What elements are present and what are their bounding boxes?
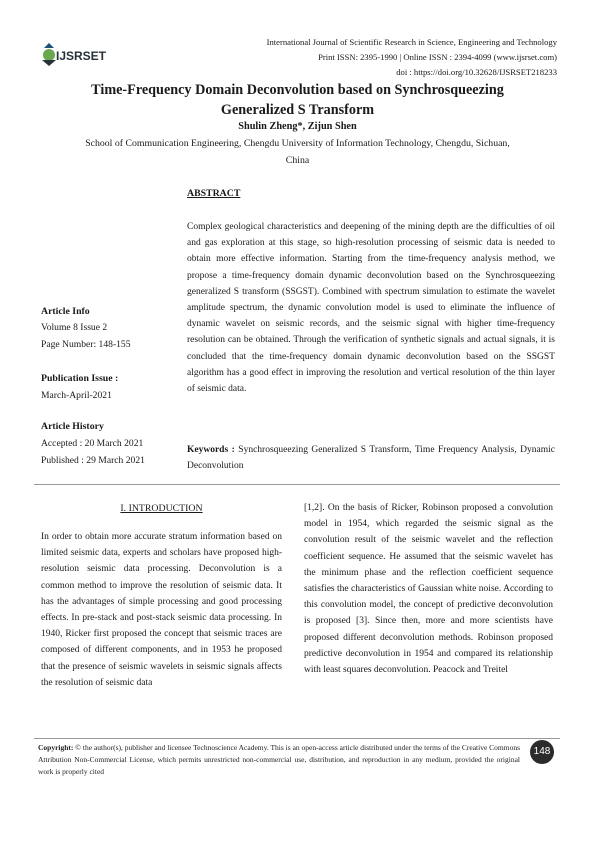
copyright-notice [38,742,520,778]
section-divider [34,484,560,485]
affiliation-line1: School of Communication Engineering, Chengdu University of Information Technology, Chengdu, Sichuan, [85,138,510,149]
abstract-heading: ABSTRACT [187,188,241,199]
volume-issue: Volume 8 Issue 2 [41,322,108,333]
introduction-heading: I. INTRODUCTION [120,503,203,514]
journal-name: International Journal of Scientific Research in Science, Engineering and Technology [266,37,557,47]
publication-issue-heading: Publication Issue : [41,373,119,384]
copyright-text: the author(s), publisher and licensee Technoscience Academy. This is an open-access article distributed under the terms of the Creative Commons Attribution Non-Commercial License, which permits unrestricted non-commercial use, distribution, and reproduction in any medium, provided the original work is properly cited [38,743,520,776]
intro-right-column: [1,2]. On the basis of Ricker, Robinson proposed a convolution model in 1954, which regarded the seismic signal as the convolution result of the seismic wavelet and the reflection coefficient sequence. He assumed that the seismic wavelet has the minimum phase and the reflection coefficient sequence satisfies the characteristics of Gaussian white noise. According to this convolution model, the concept of predictive deconvolution is proposed [3]. Since then, more and more scientists have proposed different deconvolution methods. Robinson proposed predictive deconvolution in 1954 and compared its relationship with least squares deconvolution. Peacock and Treitel [304,503,553,676]
article-history-heading: Article History [41,421,104,432]
footer-divider [34,738,560,739]
intro-left-column: In order to obtain more accurate stratum information based on limited seismic data, experts and scholars have proposed high-resolution seismic data processing. Deconvolution is a common method to improve the resolution of seismic data. It has the advantages of simple processing and good processing effects. In pre-stack and post-stack seismic data processing. In 1940, Ricker first proposed the concept that seismic traces are composed of different components, and in 1953 he proposed that the presence of seismic wavelets in seismic signals affects the resolution of seismic data [41,532,282,688]
copyright-label: Copyright: [38,743,74,752]
published-date: Published : 29 March 2021 [41,455,145,466]
journal-logo [40,40,108,76]
affiliation-line2: China [285,155,310,166]
keywords-text: Synchrosqueezing Generalized S Transform, Time Frequency Analysis, Dynamic Deconvolution [187,445,555,472]
publication-issue: March-April-2021 [41,390,112,401]
logo-text: IJSRSET [56,49,107,63]
doi-link[interactable]: doi : https://doi.org/10.32628/IJSRSET218233 [396,67,557,77]
abstract-text: Complex geological characteristics and deepening of the mining depth are the difficulties of oil and gas exploration at this stage, so high-resolution processing of seismic data is needed to obtain more effective information. Starting from the time-frequency analysis method, we propose a time-frequency domain dynamic deconvolution based on the Synchrosqueezing generalized S transform (SSGST). Combined with spectrum simulation to estimate the wavelet amplitude spectrum, the dynamic convolution model is used to eliminate the influence of dynamic wavelet on seismic records, and the seismic signal with higher time-frequency resolution can be obtained. Through the verification of synthetic signals and actual signals, it is concluded that the time-frequency domain dynamic deconvolution based on the SSGST algorithm has a good effect in improving the resolution and vertical resolution of the thin layer of seismic data. [187,222,555,395]
article-info-heading: Article Info [41,306,90,317]
page-number-badge: 148 [530,740,554,764]
paper-title-line1: Time-Frequency Domain Deconvolution based on Synchrosqueezing [91,82,504,98]
keywords [187,442,555,474]
paper-title-line2: Generalized S Transform [220,102,375,118]
page-numbers: Page Number: 148-155 [41,339,131,350]
keywords-label: Keywords : [187,445,235,455]
issn-line: Print ISSN: 2395-1990 | Online ISSN : 2394-4099 (www.ijsrset.com) [318,52,557,62]
copyright-symbol: © [75,743,81,752]
accepted-date: Accepted : 20 March 2021 [41,438,144,449]
authors: Shulin Zheng*, Zijun Shen [238,121,357,132]
